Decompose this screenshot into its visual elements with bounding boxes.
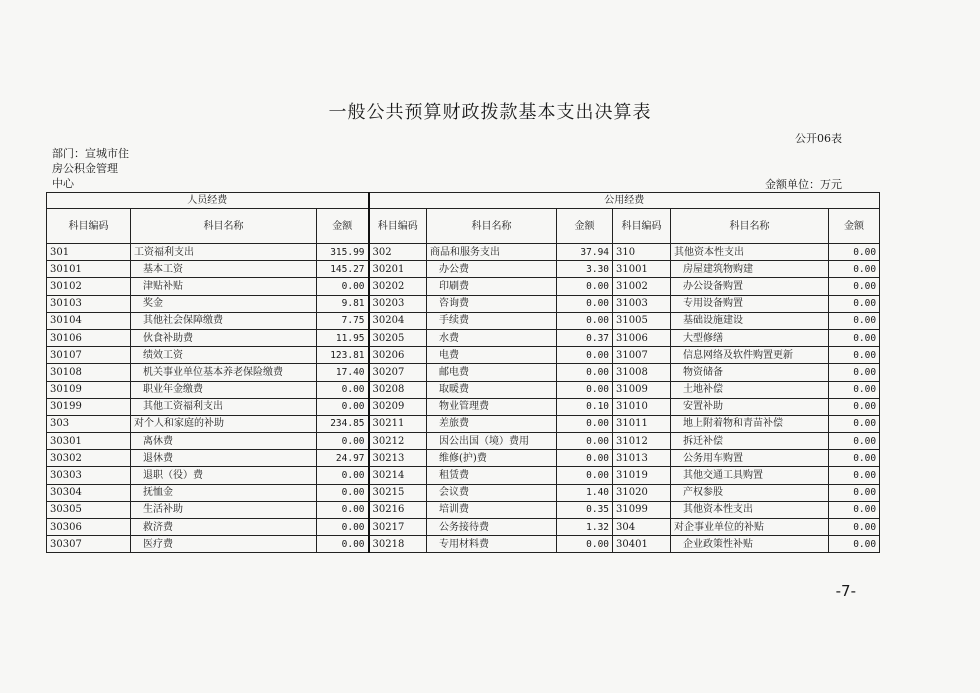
subject-name: 其他社会保障缴费 (131, 312, 317, 329)
subject-name: 奖金 (131, 295, 317, 312)
amount: 0.00 (557, 381, 613, 398)
subject-name: 医疗费 (131, 536, 317, 553)
subject-code: 301 (47, 244, 131, 261)
amount: 0.00 (557, 295, 613, 312)
table-row (47, 433, 880, 450)
column-header: 金额 (829, 209, 880, 244)
subject-name: 伙食补助费 (131, 329, 317, 346)
subject-name: 专用材料费 (427, 536, 557, 553)
amount: 7.75 (317, 312, 369, 329)
amount: 0.00 (557, 536, 613, 553)
subject-name: 离休费 (131, 433, 317, 450)
subject-code: 30305 (47, 501, 131, 518)
column-header: 科目编码 (613, 209, 671, 244)
subject-name: 基础设施建设 (671, 312, 829, 329)
amount: 0.00 (557, 467, 613, 484)
column-header-row (47, 209, 880, 244)
amount: 0.00 (317, 398, 369, 415)
amount: 0.00 (829, 467, 880, 484)
column-header: 科目名称 (427, 209, 557, 244)
subject-name: 租赁费 (427, 467, 557, 484)
subject-code: 303 (47, 415, 131, 432)
amount: 0.00 (829, 329, 880, 346)
subject-code: 30208 (369, 381, 427, 398)
column-header: 金额 (557, 209, 613, 244)
subject-name: 差旅费 (427, 415, 557, 432)
subject-code: 30301 (47, 433, 131, 450)
subject-code: 30401 (613, 536, 671, 553)
subject-name: 安置补助 (671, 398, 829, 415)
subject-code: 30207 (369, 364, 427, 381)
amount: 1.40 (557, 484, 613, 501)
amount: 1.32 (557, 519, 613, 536)
subject-name: 津贴补贴 (131, 278, 317, 295)
amount: 0.37 (557, 329, 613, 346)
table-row (47, 536, 880, 553)
subject-code: 310 (613, 244, 671, 261)
subject-name: 办公设备购置 (671, 278, 829, 295)
amount: 0.00 (557, 312, 613, 329)
amount: 0.00 (829, 381, 880, 398)
amount: 0.00 (829, 450, 880, 467)
amount: 0.00 (557, 347, 613, 364)
subject-code: 30204 (369, 312, 427, 329)
table-row (47, 501, 880, 518)
subject-name: 物业管理费 (427, 398, 557, 415)
subject-code: 31099 (613, 501, 671, 518)
subject-name: 水费 (427, 329, 557, 346)
subject-code: 31007 (613, 347, 671, 364)
subject-name: 其他工资福利支出 (131, 398, 317, 415)
subject-name: 对个人和家庭的补助 (131, 415, 317, 432)
table-row (47, 347, 880, 364)
subject-code: 30108 (47, 364, 131, 381)
subject-name: 退职（役）费 (131, 467, 317, 484)
form-number: 公开06表 (795, 132, 842, 145)
subject-code: 30103 (47, 295, 131, 312)
amount: 0.00 (557, 433, 613, 450)
amount: 0.35 (557, 501, 613, 518)
subject-name: 其他交通工具购置 (671, 467, 829, 484)
amount: 0.00 (317, 467, 369, 484)
subject-name: 取暖费 (427, 381, 557, 398)
subject-code: 30214 (369, 467, 427, 484)
subject-name: 培训费 (427, 501, 557, 518)
subject-code: 30203 (369, 295, 427, 312)
budget-table (46, 192, 880, 553)
subject-code: 304 (613, 519, 671, 536)
subject-code: 30211 (369, 415, 427, 432)
subject-name: 信息网络及软件购置更新 (671, 347, 829, 364)
column-header: 科目名称 (131, 209, 317, 244)
subject-code: 31005 (613, 312, 671, 329)
amount: 37.94 (557, 244, 613, 261)
subject-name: 对企事业单位的补贴 (671, 519, 829, 536)
subject-name: 生活补助 (131, 501, 317, 518)
amount: 0.00 (829, 433, 880, 450)
amount: 0.00 (317, 381, 369, 398)
subject-name: 企业政策性补贴 (671, 536, 829, 553)
subject-name: 救济费 (131, 519, 317, 536)
subject-name: 其他资本性支出 (671, 501, 829, 518)
subject-code: 30304 (47, 484, 131, 501)
subject-name: 拆迁补偿 (671, 433, 829, 450)
subject-name: 商品和服务支出 (427, 244, 557, 261)
subject-name: 房屋建筑物购建 (671, 261, 829, 278)
department (52, 146, 129, 191)
department-line: 中心 (52, 177, 74, 190)
amount: 0.00 (829, 261, 880, 278)
subject-name: 印刷费 (427, 278, 557, 295)
amount: 0.00 (557, 364, 613, 381)
amount: 0.00 (829, 312, 880, 329)
subject-code: 30205 (369, 329, 427, 346)
column-header: 金额 (317, 209, 369, 244)
subject-name: 电费 (427, 347, 557, 364)
amount: 123.81 (317, 347, 369, 364)
table-row (47, 244, 880, 261)
group-header-row (47, 193, 880, 209)
subject-code: 30101 (47, 261, 131, 278)
subject-code: 30303 (47, 467, 131, 484)
amount: 145.27 (317, 261, 369, 278)
subject-name: 退休费 (131, 450, 317, 467)
subject-code: 30217 (369, 519, 427, 536)
subject-code: 31020 (613, 484, 671, 501)
subject-code: 302 (369, 244, 427, 261)
amount: 9.81 (317, 295, 369, 312)
subject-code: 30216 (369, 501, 427, 518)
subject-code: 30218 (369, 536, 427, 553)
subject-code: 31001 (613, 261, 671, 278)
page-title: 一般公共预算财政拨款基本支出决算表 (328, 102, 652, 123)
amount: 0.00 (317, 519, 369, 536)
subject-code: 31008 (613, 364, 671, 381)
group-personnel: 人员经费 (47, 193, 369, 209)
subject-code: 31010 (613, 398, 671, 415)
amount: 0.00 (317, 501, 369, 518)
subject-name: 手续费 (427, 312, 557, 329)
subject-name: 绩效工资 (131, 347, 317, 364)
subject-code: 31019 (613, 467, 671, 484)
subject-code: 30213 (369, 450, 427, 467)
amount: 0.00 (557, 450, 613, 467)
table-row (47, 295, 880, 312)
subject-code: 31009 (613, 381, 671, 398)
subject-name: 办公费 (427, 261, 557, 278)
amount: 0.00 (829, 415, 880, 432)
subject-code: 30102 (47, 278, 131, 295)
table-row (47, 398, 880, 415)
subject-name: 公务用车购置 (671, 450, 829, 467)
subject-name: 工资福利支出 (131, 244, 317, 261)
subject-name: 物资储备 (671, 364, 829, 381)
table-row (47, 329, 880, 346)
subject-code: 31013 (613, 450, 671, 467)
subject-name: 其他资本性支出 (671, 244, 829, 261)
amount: 0.00 (317, 278, 369, 295)
subject-code: 30202 (369, 278, 427, 295)
subject-name: 因公出国（境）费用 (427, 433, 557, 450)
table-row (47, 415, 880, 432)
table-row (47, 261, 880, 278)
amount: 0.00 (829, 295, 880, 312)
amount: 17.40 (317, 364, 369, 381)
table-row (47, 312, 880, 329)
subject-name: 机关事业单位基本养老保险缴费 (131, 364, 317, 381)
amount: 0.00 (829, 398, 880, 415)
page-number: -7- (835, 582, 856, 600)
table-row (47, 278, 880, 295)
subject-name: 维修(护)费 (427, 450, 557, 467)
subject-code: 30104 (47, 312, 131, 329)
amount: 0.00 (829, 364, 880, 381)
subject-name: 咨询费 (427, 295, 557, 312)
subject-name: 产权参股 (671, 484, 829, 501)
amount-unit: 金额单位：万元 (765, 178, 842, 191)
column-header: 科目名称 (671, 209, 829, 244)
column-header: 科目编码 (369, 209, 427, 244)
amount: 0.10 (557, 398, 613, 415)
subject-name: 邮电费 (427, 364, 557, 381)
amount: 0.00 (829, 484, 880, 501)
subject-code: 31006 (613, 329, 671, 346)
subject-code: 30212 (369, 433, 427, 450)
column-header: 科目编码 (47, 209, 131, 244)
amount: 3.30 (557, 261, 613, 278)
subject-name: 土地补偿 (671, 381, 829, 398)
subject-code: 30306 (47, 519, 131, 536)
subject-code: 31012 (613, 433, 671, 450)
amount: 0.00 (829, 278, 880, 295)
subject-name: 基本工资 (131, 261, 317, 278)
amount: 234.85 (317, 415, 369, 432)
subject-code: 30206 (369, 347, 427, 364)
table-row (47, 450, 880, 467)
subject-name: 抚恤金 (131, 484, 317, 501)
subject-name: 专用设备购置 (671, 295, 829, 312)
amount: 0.00 (829, 536, 880, 553)
group-public: 公用经费 (369, 193, 880, 209)
table-row (47, 484, 880, 501)
amount: 0.00 (829, 347, 880, 364)
table-row (47, 467, 880, 484)
subject-code: 30201 (369, 261, 427, 278)
subject-name: 大型修缮 (671, 329, 829, 346)
department-line: 房公积金管理 (52, 162, 118, 175)
subject-code: 31003 (613, 295, 671, 312)
subject-code: 30307 (47, 536, 131, 553)
amount: 0.00 (829, 244, 880, 261)
amount: 0.00 (557, 415, 613, 432)
amount: 11.95 (317, 329, 369, 346)
amount: 24.97 (317, 450, 369, 467)
subject-name: 公务接待费 (427, 519, 557, 536)
amount: 0.00 (317, 536, 369, 553)
subject-code: 30215 (369, 484, 427, 501)
amount: 0.00 (317, 484, 369, 501)
subject-name: 会议费 (427, 484, 557, 501)
amount: 0.00 (317, 433, 369, 450)
table-row (47, 381, 880, 398)
subject-code: 31011 (613, 415, 671, 432)
table-row (47, 519, 880, 536)
table-row (47, 364, 880, 381)
subject-code: 31002 (613, 278, 671, 295)
amount: 0.00 (829, 519, 880, 536)
subject-code: 30209 (369, 398, 427, 415)
amount: 0.00 (829, 501, 880, 518)
subject-code: 30302 (47, 450, 131, 467)
subject-code: 30107 (47, 347, 131, 364)
department-line: 部门：宣城市住 (52, 147, 129, 160)
subject-code: 30106 (47, 329, 131, 346)
subject-code: 30199 (47, 398, 131, 415)
subject-code: 30109 (47, 381, 131, 398)
subject-name: 地上附着物和青苗补偿 (671, 415, 829, 432)
amount: 315.99 (317, 244, 369, 261)
amount: 0.00 (557, 278, 613, 295)
subject-name: 职业年金缴费 (131, 381, 317, 398)
